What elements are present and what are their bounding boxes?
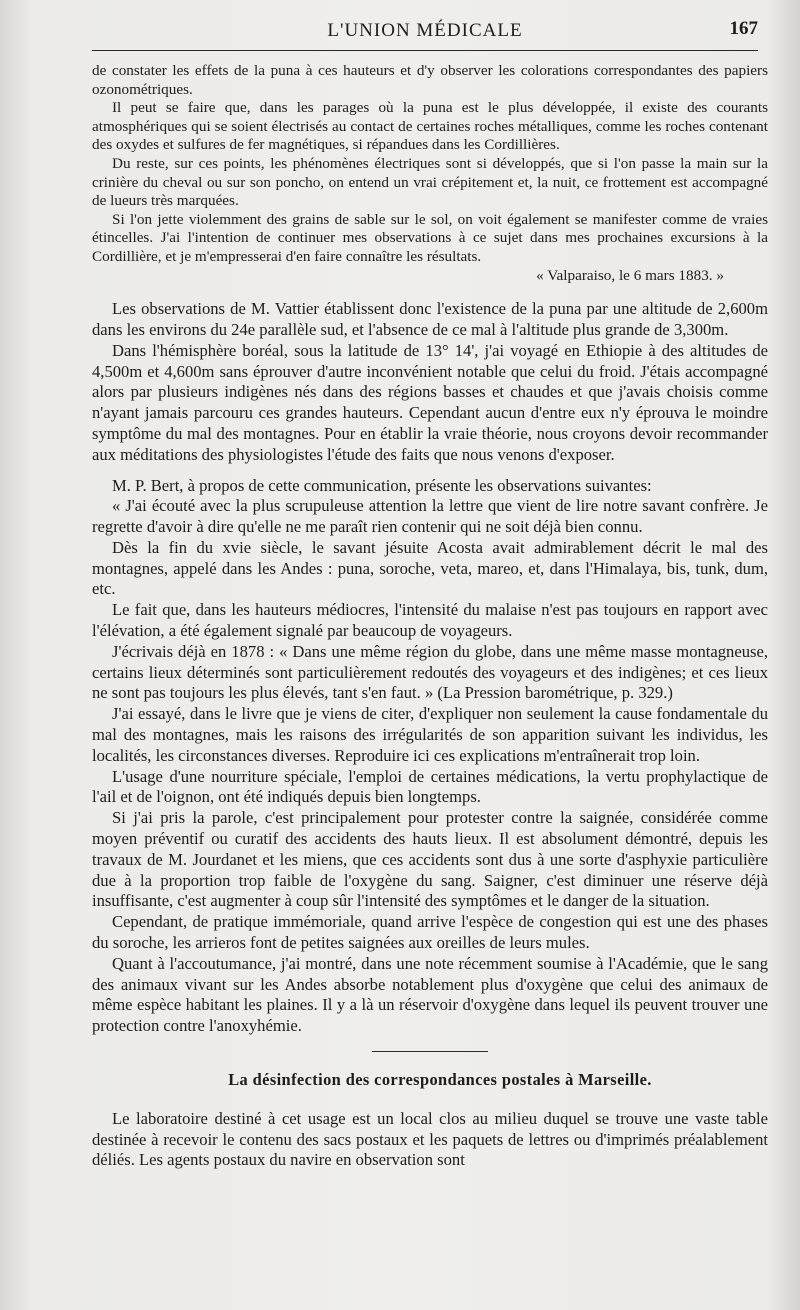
paragraph: Les observations de M. Vattier établissent donc l'existence de la puna par une altitude de 2,600m dans les environs du 24e parallèle sud, et l'absence de ce mal à l'altitude plus grande de 3,300m. (92, 299, 768, 339)
paragraph: Dès la fin du xvie siècle, le savant jésuite Acosta avait admirablement décrit le mal des montagnes, appelé dans les Andes : puna, soroche, veta, mareo, et, dans l'Himalaya, bis, tunk, dum, etc. (92, 537, 768, 599)
main-text (92, 299, 768, 1171)
paragraph: « J'ai écouté avec la plus scrupuleuse attention la lettre que vient de lire notre savant confrère. Je regrette d'avoir à dire qu'elle ne me paraît rien contenir qui ne soit déjà bien connu. (92, 496, 768, 537)
spacer (92, 466, 768, 476)
paragraph: J'ai essayé, dans le livre que je viens de citer, d'expliquer non seulement la cause fondamentale du mal des montagnes, mais les raisons des irrégularités de son apparition suivant les individus, les localités, les circonstances diverses. Reproduire ici ces explications m'entraînerait trop loin. (92, 704, 768, 765)
paragraph: Le fait que, dans les hauteurs médiocres, l'intensité du malaise n'est pas toujours en rapport avec l'élévation, a été également signalé par beaucoup de voyageurs. (92, 600, 768, 641)
section-heading: La désinfection des correspondances postales à Marseille. (228, 1070, 652, 1090)
paragraph: Le laboratoire destiné à cet usage est un local clos au milieu duquel se trouve une vaste table destinée à recevoir le contenu des sacs postaux et les paquets de lettres ou d'imprimés préalablement déliés. Les agents postaux du navire en observation sont (92, 1108, 768, 1170)
paragraph: M. P. Bert, à propos de cette communication, présente les observations suivantes: (112, 475, 652, 495)
paragraph: Quant à l'accoutumance, j'ai montré, dans une note récemment soumise à l'Académie, que le sang des animaux vivant sur les Andes absorbe notablement plus d'oxygène que celui des animaux de même espèce habitant les plaines. Il y a là un réservoir d'oxygène dans lequel ils peuvent trouver une protection contre l'anoxyhémie. (92, 953, 768, 1036)
letter-paragraph: Du reste, sur ces points, les phénomènes électriques sont si développés, que si l'on passe la main sur la crinière du cheval ou sur son poncho, on entend un vrai crépitement et, la nuit, ce frottement est accompagné de lueurs très marquées. (92, 154, 768, 210)
letter-paragraph: Si l'on jette violemment des grains de sable sur le sol, on voit également se manifester comme de vraies étincelles. J'ai l'intention de continuer mes observations à ce sujet dans mes prochaines excursions à la Cordillière, et je m'empresserai d'en faire connaître les résultats. (92, 210, 768, 265)
header-rule (92, 50, 758, 51)
paragraph: J'écrivais déjà en 1878 : « Dans une même région du globe, dans une même masse montagneuse, certains lieux déterminés sont particulièrement redoutés des voyageurs et des indigènes; et ces lieux ne sont pas toujours les plus élevés, tant s'en faut. » (La Pression barométrique, p. 329.) (92, 641, 768, 703)
paragraph: Si j'ai pris la parole, c'est principalement pour protester contre la saignée, considérée comme moyen préventif ou curatif des accidents des hauts lieux. Il est absolument démontré, depuis les travaux de M. Jourdanet et les miens, que ces accidents sont dus à une sorte d'asphyxie particulière due à la proportion trop faible de l'oxygène du sang. Saigner, c'est diminuer une réserve déjà insuffisante, c'est augmenter à coup sûr l'intensité des symptômes et le danger de la situation. (92, 808, 768, 911)
letter-excerpt (92, 62, 768, 285)
letter-paragraph: Il peut se faire que, dans les parages où la puna est le plus développée, il existe des courants atmosphériques qui se soient électrisés au contact de certaines roches métalliques, comme les roches contenant des oxydes et sulfures de fer magnétiques, si répandues dans les Cordillières. (92, 99, 768, 154)
spacer (92, 285, 768, 299)
letter-signature: « Valparaiso, le 6 mars 1883. » (536, 266, 724, 284)
paragraph: Cependant, de pratique immémoriale, quand arrive l'espèce de congestion qui est une des phases du soroche, les arrieros font de petites saignées aux oreilles de leurs mules. (92, 912, 768, 953)
letter-paragraph: de constater les effets de la puna à ces hauteurs et d'y observer les colorations correspondantes des papiers ozonométriques. (92, 62, 768, 98)
page-number: 167 (729, 18, 758, 39)
running-header (92, 16, 758, 46)
journal-title: L'UNION MÉDICALE (327, 20, 523, 41)
section-separator (372, 1051, 488, 1052)
paragraph: Dans l'hémisphère boréal, sous la latitude de 13° 14', j'ai voyagé en Ethiopie à des altitudes de 4,500m et 4,600m sans éprouver d'autre inconvénient notable que celui du froid. J'étais accompagné alors par plusieurs indigènes nés dans des régions basses et chaudes et que j'avais choisis comme n'ayant jamais parcouru ces grandes hauteurs. Cependant aucun d'entre eux n'y éprouva le moindre symptôme du mal des montagnes. Pour en établir la vraie théorie, nous croyons devoir recommander aux méditations des physiologistes l'étude des faits que nous venons d'exposer. (92, 340, 768, 464)
article-body (92, 62, 768, 1171)
paragraph: L'usage d'une nourriture spéciale, l'emploi de certaines médications, la vertu prophylactique de l'ail et de l'oignon, ont été indiqués depuis bien longtemps. (92, 766, 768, 807)
